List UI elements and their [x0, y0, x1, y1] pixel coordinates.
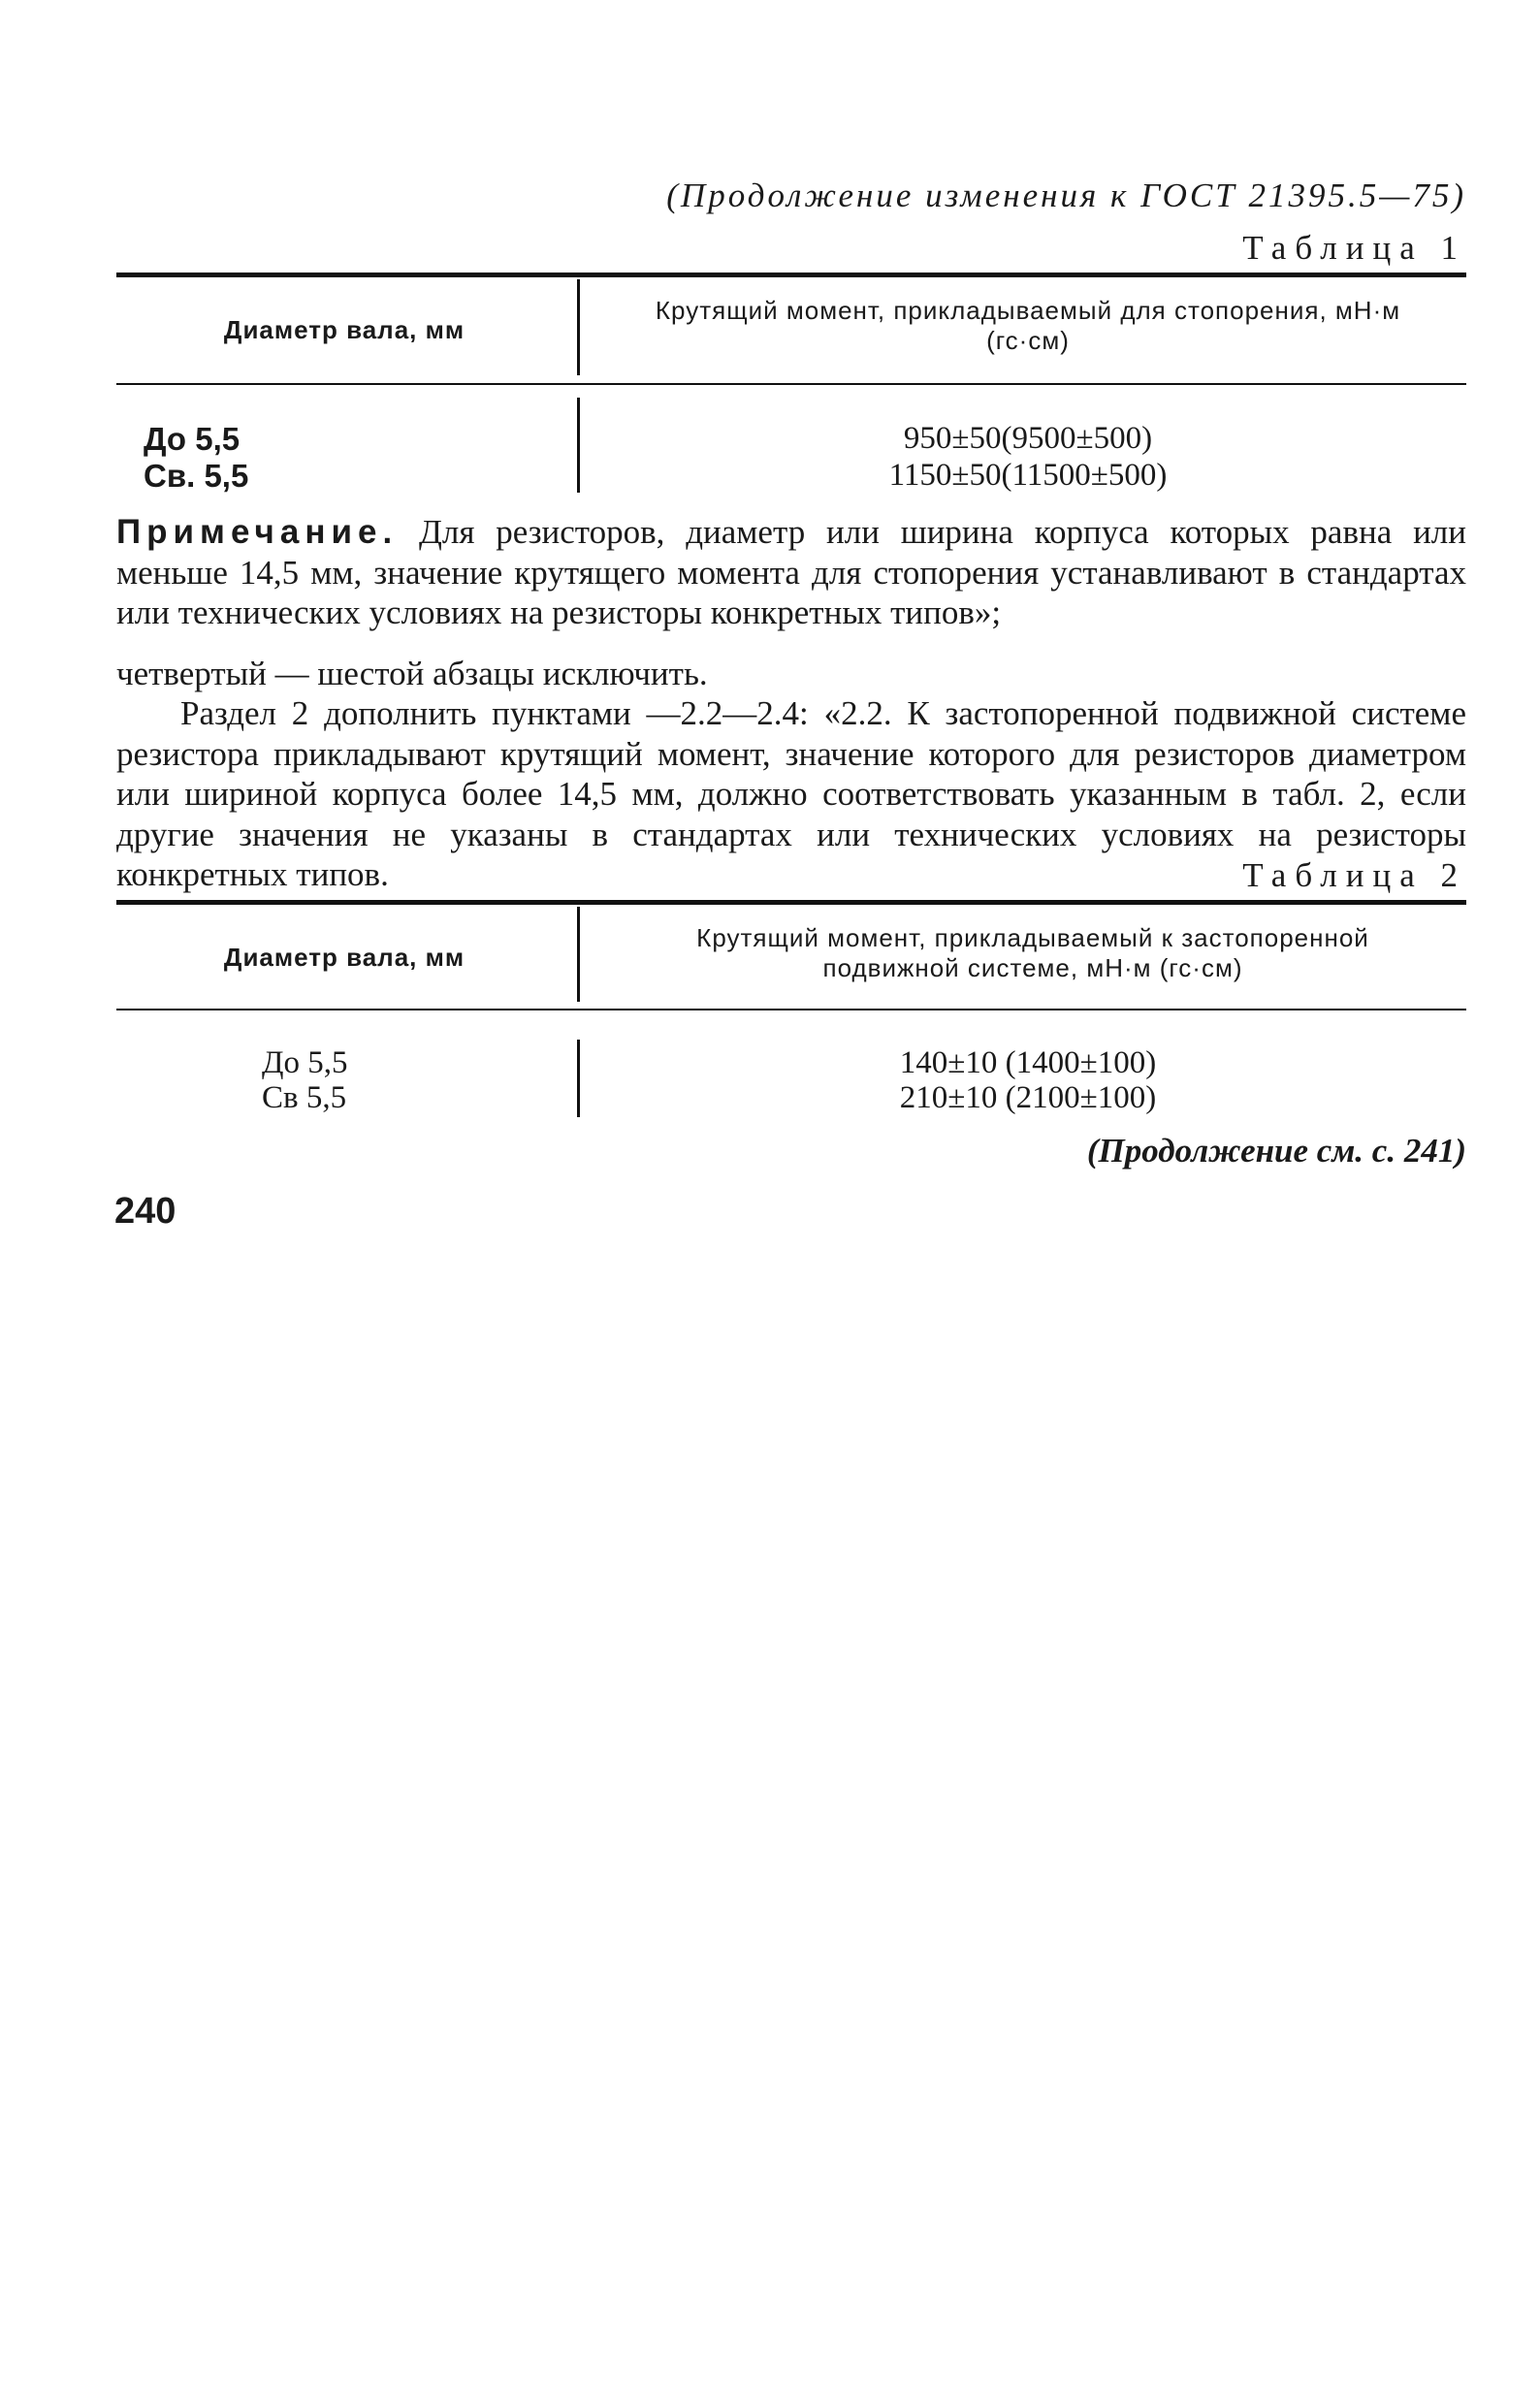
- note-label: Примечание.: [116, 513, 399, 551]
- table1-header-rule: [116, 383, 1466, 385]
- table2-row-2-torque: 210±10 (2100±100): [899, 1080, 1157, 1115]
- table1-divider: [577, 279, 580, 375]
- page-header: (Продолжение изменения к ГОСТ 21395.5—75): [666, 176, 1466, 214]
- table1-row-2-diameter: Св. 5,5: [144, 458, 249, 494]
- table1-row-2-torque: 1150±50(11500±500): [888, 458, 1168, 493]
- table1-caption: Таблица 1: [1242, 229, 1466, 267]
- paragraph-section-2: Раздел 2 дополнить пунктами —2.2—2.4: «2.2. К застопоренной подвижной системе резистора прикладывают крутящий момент, значение которого для резисторов диаметром или шириной корпуса более 14,5 мм, должно соответствовать указанным в табл. 2, если другие значения не указаны в стандартах или технических условиях на резисторы конкретных типов.: [116, 694, 1466, 893]
- note-text: Для резисторов, диаметр или ширина корпуса которых равна или меньше 14,5 мм, значение крутящего момента для стопорения устанавливают в стандартах или технических условиях на резисторы конкретных типов»;: [116, 513, 1466, 631]
- table2-header-rule: [116, 1009, 1466, 1010]
- table2-col1-header: Диаметр вала, мм: [223, 943, 465, 972]
- table2-row-1-torque: 140±10 (1400±100): [899, 1045, 1157, 1080]
- page-number: 240: [114, 1191, 176, 1232]
- table1-row-1-torque: 950±50(9500±500): [903, 421, 1153, 456]
- table1-col1-header: Диаметр вала, мм: [223, 315, 465, 344]
- table2-top-rule: [116, 900, 1466, 905]
- table1-row-1-diameter: До 5,5: [144, 421, 241, 457]
- table2-row-2-diameter: Св 5,5: [262, 1080, 347, 1115]
- note-paragraph: [116, 512, 1466, 633]
- table1-col2-header: Крутящий момент, прикладываемый для стопорения, мН·м (гс·см): [655, 296, 1401, 355]
- table2-divider-body: [577, 1040, 580, 1117]
- table1-divider-body: [577, 398, 580, 493]
- table2-row-1-diameter: До 5,5: [262, 1045, 348, 1080]
- table2-divider: [577, 907, 580, 1002]
- paragraph-exclusion: четвертый — шестой абзацы исключить.: [116, 655, 708, 692]
- table2-caption: Таблица 2: [1242, 856, 1466, 894]
- table1-top-rule: [116, 273, 1466, 277]
- continuation-note: (Продолжение см. с. 241): [1086, 1132, 1466, 1170]
- table2-col2-header: Крутящий момент, прикладываемый к застопоренной подвижной системе, мН·м (гс·см): [696, 923, 1369, 982]
